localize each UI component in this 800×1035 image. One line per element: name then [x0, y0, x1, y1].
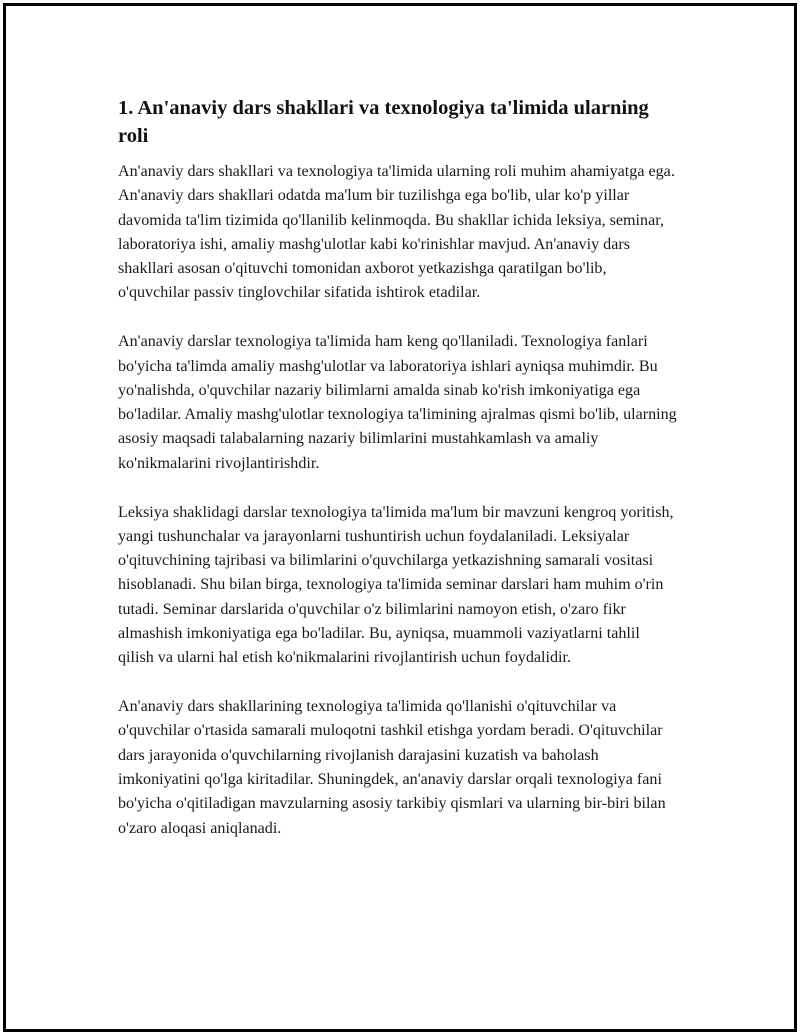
paragraph-4: An'anaviy dars shakllarining texnologiya ta'limida qo'llanishi o'qituvchilar va o'quvchilar o'rtasida samarali muloqotni tashkil etishga yordam beradi. O'qituvchilar dars jarayonida o'quvchilarning rivojlanish darajasini kuzatish va baholash imkoniyatini qo'lga kiritadilar. Shuningdek, an'anaviy darslar orqali texnologiya fani bo'yicha o'qitiladigan mavzularning asosiy tarkibiy qismlari va ularning bir-biri bilan o'zaro aloqasi aniqlanadi.	[118, 698, 666, 837]
paragraph-1: An'anaviy dars shakllari va texnologiya ta'limida ularning roli muhim ahamiyatga ega. An'anaviy dars shakllari odatda ma'lum bir tuzilishga ega bo'lib, ular ko'p yillar davomida ta'lim tizimida qo'llanilib kelinmoqda. Bu shakllar ichida leksiya, seminar, laboratoriya ishi, amaliy mashg'ulotlar kabi ko'rinishlar mavjud. An'anaviy dars shakllari asosan o'qituvchi tomonidan axborot yetkazishga qaratilgan bo'lib, o'quvchilar passiv tinglovchilar sifatida ishtirok etadilar.	[118, 163, 675, 302]
section-heading: 1. An'anaviy dars shakllari va texnologiya ta'limida ularning roli	[118, 97, 649, 147]
paragraph-2: An'anaviy darslar texnologiya ta'limida ham keng qo'llaniladi. Texnologiya fanlari bo'yicha ta'limda amaliy mashg'ulotlar va laboratoriya ishlari ayniqsa muhimdir. Bu yo'nalishda, o'quvchilar nazariy bilimlarni amalda sinab ko'rish imkoniyatiga ega bo'ladilar. Amaliy mashg'ulotlar texnologiya ta'limining ajralmas qismi bo'lib, ularning asosiy maqsadi talabalarning nazariy bilimlarini mustahkamlash va amaliy ko'nikmalarini rivojlantirishdir.	[118, 333, 677, 472]
paragraph-3: Leksiya shaklidagi darslar texnologiya ta'limida ma'lum bir mavzuni kengroq yoritish, yangi tushunchalar va jarayonlarni tushuntirish uchun foydalaniladi. Leksiyalar o'qituvchining tajribasi va bilimlarini o'quvchilarga yetkazishning samarali vositasi hisoblanadi. Shu bilan birga, texnologiya ta'limida seminar darslari ham muhim o'rin tutadi. Seminar darslarida o'quvchilar o'z bilimlarini namoyon etish, o'zaro fikr almashish imkoniyatiga ega bo'ladilar. Bu, ayniqsa, muammoli vaziyatlarni tahlil qilish va ularni hal etish ko'nikmalarini rivojlantirish uchun foydalidir.	[118, 503, 674, 667]
document-body	[118, 94, 678, 865]
